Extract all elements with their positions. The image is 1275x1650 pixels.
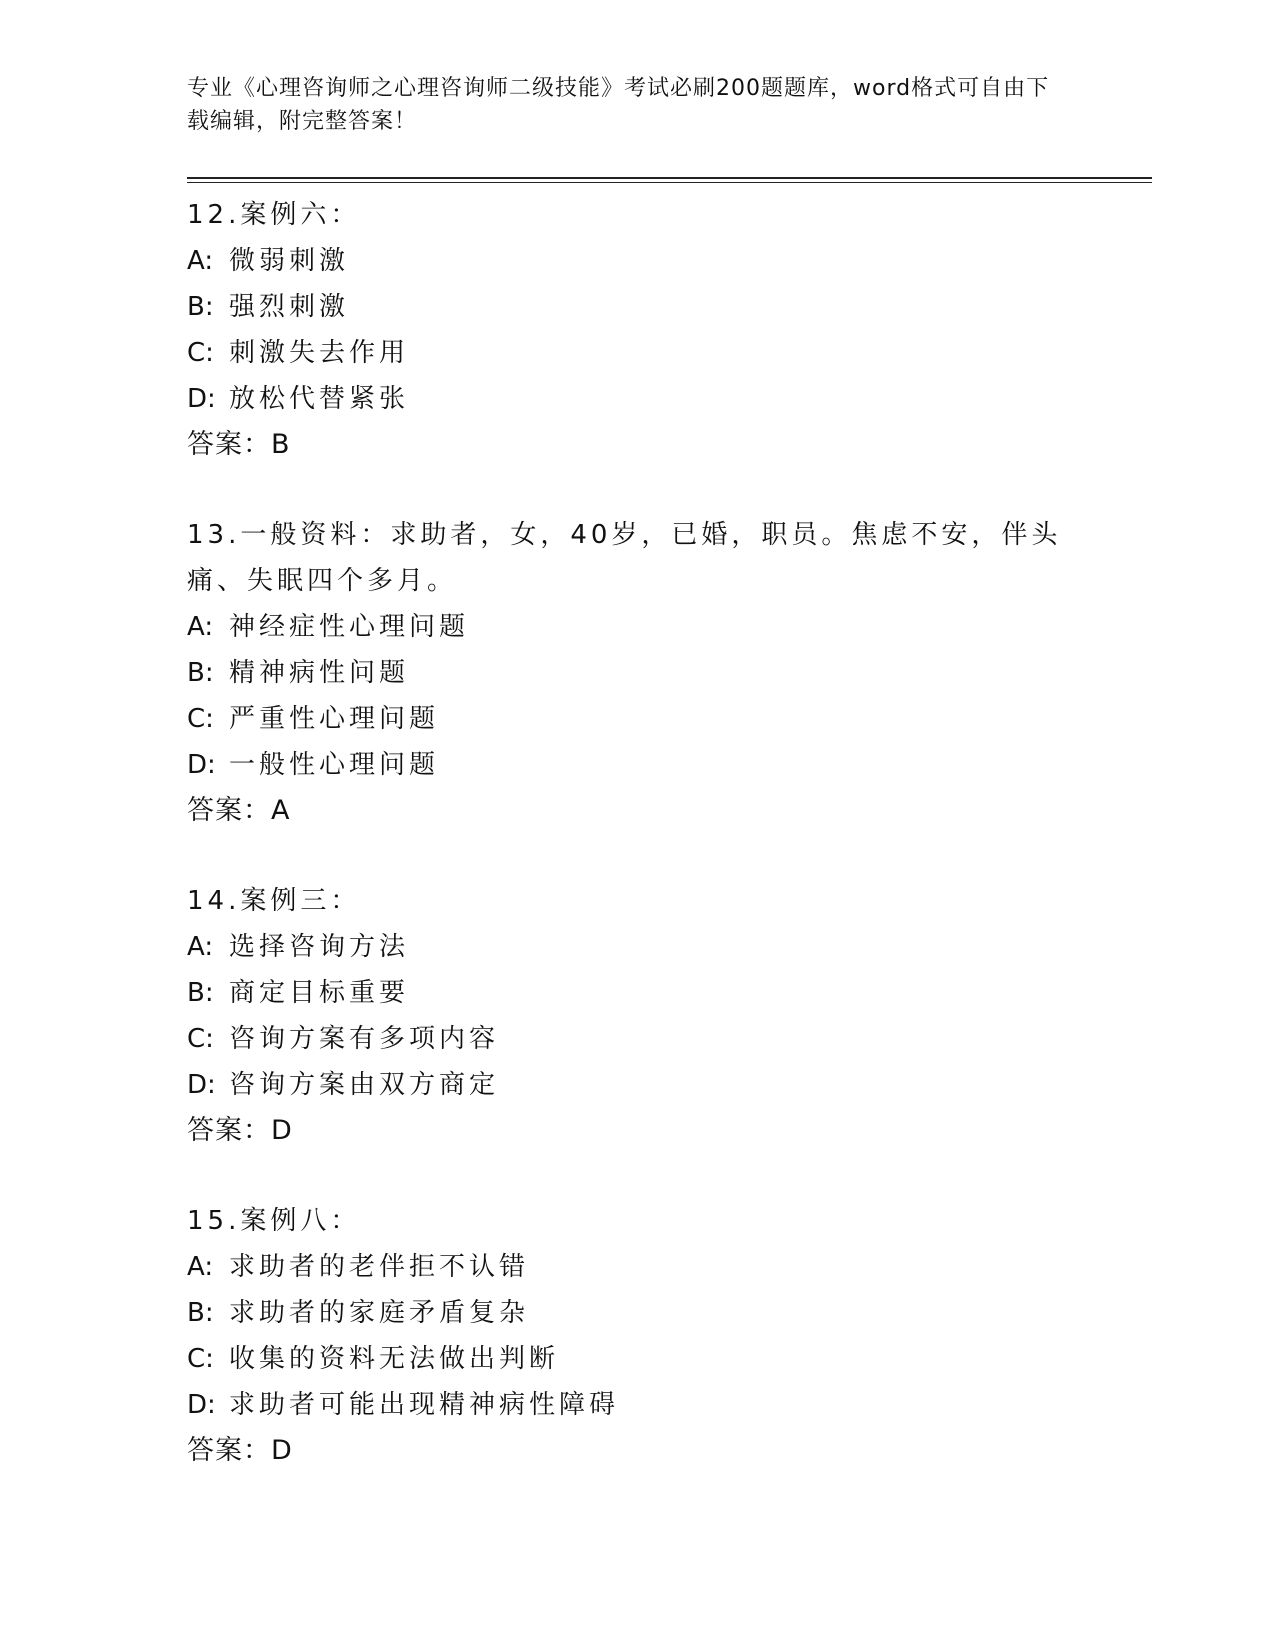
option-text: 求助者的家庭矛盾复杂 [229,1298,530,1328]
answer-line: 答案：D [187,1435,293,1466]
option-a [187,1244,1147,1290]
answer-line: 答案：A [187,795,291,826]
option-text: 强烈刺激 [229,292,350,322]
option-a [187,238,1147,284]
question-14 [187,878,1147,1154]
option-text: 收集的资料无法做出判断 [229,1344,560,1374]
option-text: 刺激失去作用 [229,338,410,368]
option-letter: D: [187,1070,216,1100]
question-13 [187,512,1147,834]
option-d [187,1382,1147,1428]
option-d [187,742,1147,788]
answer-line: 答案：B [187,429,291,460]
option-b [187,970,1147,1016]
option-text: 求助者可能出现精神病性障碍 [229,1390,620,1420]
option-text: 求助者的老伴拒不认错 [229,1252,530,1282]
option-text: 微弱刺激 [229,246,350,276]
option-text: 放松代替紧张 [229,384,410,414]
option-c [187,696,1147,742]
header-divider-thin [187,182,1152,183]
question-stem: 15.案例八： [187,1206,361,1236]
option-text: 选择咨询方法 [229,932,410,962]
option-letter: A: [187,1252,214,1282]
option-a [187,924,1147,970]
option-letter: B: [187,658,214,688]
question-stem: 14.案例三： [187,886,361,916]
question-list [187,192,1147,1518]
option-letter: D: [187,384,216,414]
option-text: 商定目标重要 [229,978,410,1008]
option-letter: C: [187,338,214,368]
option-b [187,1290,1147,1336]
option-letter: A: [187,932,214,962]
option-text: 精神病性问题 [229,658,410,688]
option-a [187,604,1147,650]
option-letter: A: [187,612,214,642]
option-c [187,330,1147,376]
option-letter: C: [187,704,214,734]
question-stem: 12.案例六： [187,200,361,230]
question-stem: 13.一般资料：求助者，女，40岁，已婚，职员。焦虑不安，伴头痛、失眠四个多月。 [187,520,1062,596]
option-b [187,284,1147,330]
option-text: 严重性心理问题 [229,704,440,734]
document-header: 专业《心理咨询师之心理咨询师二级技能》考试必刷200题题库，word格式可自由下载编辑，附完整答案！ [187,76,1050,134]
option-letter: B: [187,978,214,1008]
question-12 [187,192,1147,468]
option-letter: C: [187,1344,214,1374]
option-letter: A: [187,246,214,276]
question-15 [187,1198,1147,1474]
option-text: 神经症性心理问题 [229,612,470,642]
option-c [187,1336,1147,1382]
option-b [187,650,1147,696]
option-text: 咨询方案有多项内容 [229,1024,500,1054]
option-letter: C: [187,1024,214,1054]
answer-line: 答案：D [187,1115,293,1146]
option-letter: D: [187,750,216,780]
option-letter: B: [187,1298,214,1328]
option-d [187,1062,1147,1108]
option-text: 一般性心理问题 [229,750,440,780]
option-letter: D: [187,1390,216,1420]
option-c [187,1016,1147,1062]
option-d [187,376,1147,422]
option-text: 咨询方案由双方商定 [229,1070,500,1100]
header-divider-thick [187,177,1152,179]
option-letter: B: [187,292,214,322]
